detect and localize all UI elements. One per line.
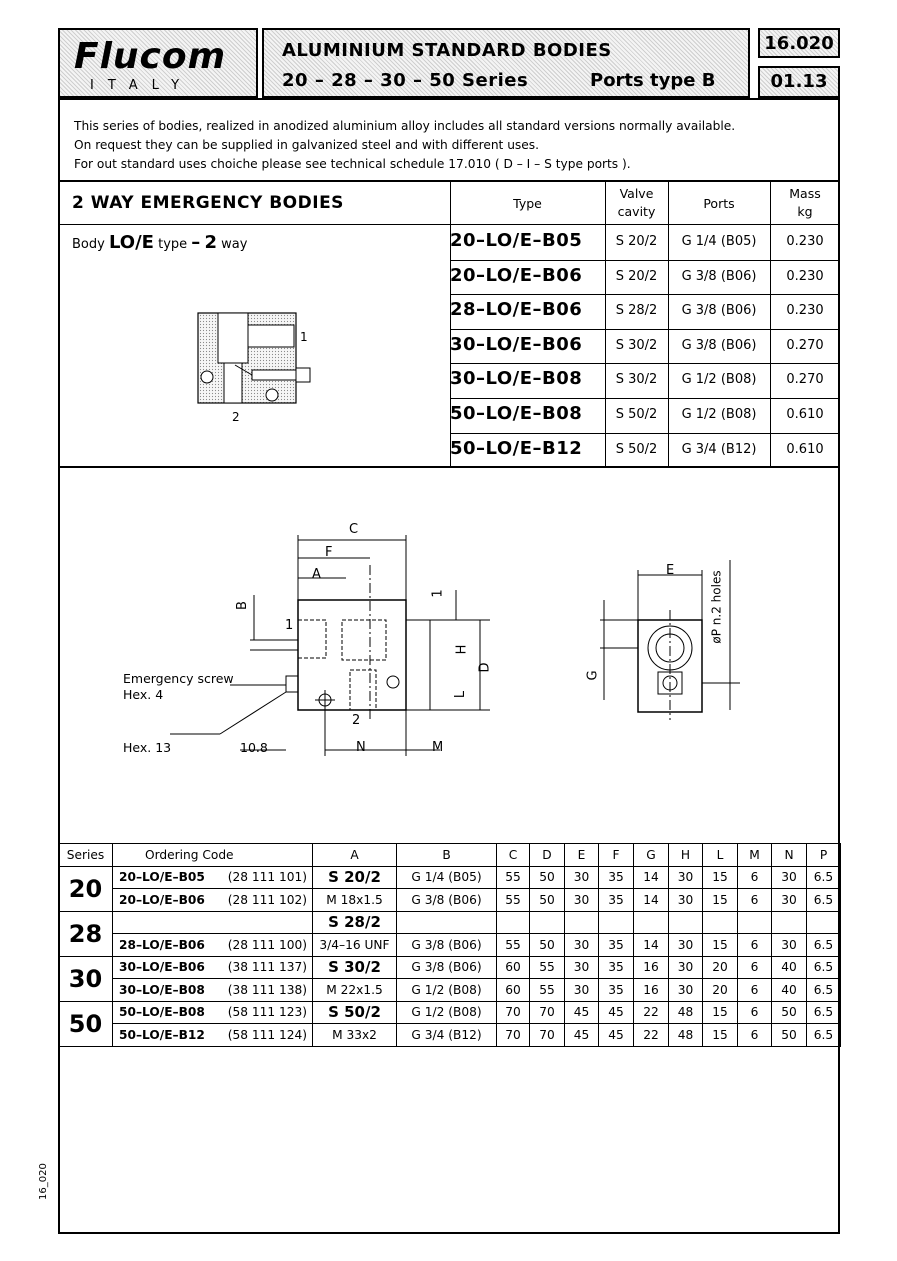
column-header: L bbox=[703, 844, 738, 867]
section-title: 2 WAY EMERGENCY BODIES bbox=[72, 193, 344, 213]
valve-cavity: S 50/2 bbox=[615, 441, 658, 457]
dim-h: H bbox=[454, 644, 470, 655]
dim-value-cell: 6.5 bbox=[807, 956, 841, 979]
dim-value-cell: 35 bbox=[599, 979, 634, 1002]
dim-value-cell: 48 bbox=[669, 1001, 703, 1024]
dim-a-cell: S 50/2 bbox=[313, 1001, 397, 1024]
type-code: 20–LO/E–B06 bbox=[450, 264, 583, 286]
table-row bbox=[59, 1024, 841, 1047]
logo-box bbox=[58, 28, 258, 98]
emergency-hex-label: Hex. 4 bbox=[123, 687, 164, 702]
dim-value-cell: 6.5 bbox=[807, 1001, 841, 1024]
col-valve: Valve bbox=[619, 186, 654, 201]
ordering-code-cell bbox=[113, 956, 313, 979]
divider bbox=[450, 433, 840, 434]
ordering-code: 30–LO/E–B06 bbox=[119, 960, 205, 975]
ports-value: G 3/8 (B06) bbox=[681, 303, 757, 319]
dim-value-cell: 6 bbox=[738, 979, 772, 1002]
dim-value-cell: 45 bbox=[565, 1001, 599, 1024]
divider bbox=[450, 363, 840, 364]
brand-logo: Flucom bbox=[74, 36, 227, 77]
dim-value-cell: 50 bbox=[530, 889, 565, 912]
dim-value-cell bbox=[530, 911, 565, 934]
dim-n: N bbox=[356, 740, 366, 755]
dim-a: A bbox=[312, 567, 321, 582]
dim-value-cell: 14 bbox=[634, 934, 669, 957]
dim-value-cell: 30 bbox=[669, 866, 703, 889]
dim-a-cell: 3/4–16 UNF bbox=[313, 934, 397, 957]
technical-drawing bbox=[110, 520, 760, 770]
hex13-label: Hex. 13 bbox=[123, 740, 172, 755]
col-mass-unit: kg bbox=[797, 204, 813, 219]
dim-m: M bbox=[432, 740, 444, 755]
dim-value-cell: 50 bbox=[772, 1024, 807, 1047]
dim-value-cell: 6.5 bbox=[807, 934, 841, 957]
dim-value-cell bbox=[738, 911, 772, 934]
dim-value-cell: 30 bbox=[669, 979, 703, 1002]
dim-value-cell: 55 bbox=[530, 956, 565, 979]
dim-value-cell: 15 bbox=[703, 1024, 738, 1047]
intro-text bbox=[74, 117, 735, 174]
dim-value-cell: 55 bbox=[497, 934, 530, 957]
ordering-code-cell bbox=[113, 934, 313, 957]
dim-b-cell: G 1/4 (B05) bbox=[397, 866, 497, 889]
dim-value-cell: 30 bbox=[772, 866, 807, 889]
ordering-code: 50–LO/E–B08 bbox=[119, 1005, 205, 1020]
table-header-row bbox=[59, 844, 841, 867]
symbol-port-2: 2 bbox=[232, 410, 240, 424]
dim-value-cell: 16 bbox=[634, 956, 669, 979]
divider bbox=[58, 466, 840, 468]
dim-f: F bbox=[325, 545, 333, 560]
column-header: B bbox=[397, 844, 497, 867]
column-header: D bbox=[530, 844, 565, 867]
dim-value-cell bbox=[703, 911, 738, 934]
drawing-port-2: 2 bbox=[352, 713, 361, 728]
series-cell: 30 bbox=[59, 956, 113, 1001]
type-code: 50–LO/E–B12 bbox=[450, 437, 583, 459]
body-dash: – bbox=[191, 232, 201, 253]
dim-e: E bbox=[666, 563, 675, 578]
divider bbox=[450, 294, 840, 295]
dim-value-cell: 6 bbox=[738, 934, 772, 957]
table-row bbox=[59, 956, 841, 979]
ports-type: Ports type B bbox=[590, 70, 716, 91]
dim-value-cell: 30 bbox=[669, 934, 703, 957]
dim-value-cell: 22 bbox=[634, 1001, 669, 1024]
type-code: 50–LO/E–B08 bbox=[450, 403, 583, 424]
column-header: N bbox=[772, 844, 807, 867]
body-suffix: way bbox=[221, 237, 248, 252]
dim-value-cell: 35 bbox=[599, 934, 634, 957]
doc-code: 16.020 bbox=[764, 33, 834, 54]
dim-value-cell: 6.5 bbox=[807, 979, 841, 1002]
dim-value-cell: 30 bbox=[565, 889, 599, 912]
ordering-code: 30–LO/E–B08 bbox=[119, 982, 205, 997]
page-title: ALUMINIUM STANDARD BODIES bbox=[282, 40, 612, 61]
dim-value-cell: 50 bbox=[772, 1001, 807, 1024]
column-header: C bbox=[497, 844, 530, 867]
dim-value-cell: 40 bbox=[772, 979, 807, 1002]
divider bbox=[450, 181, 451, 467]
dim-d: D bbox=[477, 662, 493, 673]
column-header: Series bbox=[59, 844, 113, 867]
mass-value: 0.270 bbox=[786, 372, 824, 388]
dim-b: B bbox=[234, 601, 250, 610]
valve-symbol bbox=[190, 305, 330, 430]
dim-b-cell: G 3/8 (B06) bbox=[397, 934, 497, 957]
intro-line: This series of bodies, realized in anodized aluminium alloy includes all standard versions normally available. bbox=[74, 119, 736, 133]
dim-value-cell: 20 bbox=[703, 979, 738, 1002]
dim-b-cell: G 3/4 (B12) bbox=[397, 1024, 497, 1047]
dim-value-cell: 45 bbox=[565, 1024, 599, 1047]
dim-10-8: 10.8 bbox=[240, 740, 268, 755]
dim-value-cell: 45 bbox=[599, 1001, 634, 1024]
dim-a-cell: S 20/2 bbox=[313, 866, 397, 889]
dim-value-cell: 30 bbox=[565, 956, 599, 979]
dim-value-cell: 30 bbox=[669, 956, 703, 979]
mass-value: 0.230 bbox=[786, 303, 824, 319]
dim-value-cell: 70 bbox=[530, 1001, 565, 1024]
dim-value-cell: 48 bbox=[669, 1024, 703, 1047]
col-type: Type bbox=[513, 196, 542, 211]
dim-b-cell: G 3/8 (B06) bbox=[397, 889, 497, 912]
ordering-number: (38 111 137) bbox=[227, 960, 307, 975]
table-row bbox=[59, 889, 841, 912]
dim-value-cell: 30 bbox=[772, 934, 807, 957]
dim-value-cell: 6 bbox=[738, 956, 772, 979]
doc-date-box bbox=[758, 66, 840, 98]
dim-g: G bbox=[585, 670, 601, 681]
dim-value-cell: 6.5 bbox=[807, 866, 841, 889]
dim-b-cell: G 3/8 (B06) bbox=[397, 956, 497, 979]
dim-value-cell bbox=[565, 911, 599, 934]
drawing-port-1: 1 bbox=[285, 618, 294, 633]
dim-value-cell: 14 bbox=[634, 866, 669, 889]
dim-value-cell: 70 bbox=[497, 1024, 530, 1047]
valve-cavity: S 30/2 bbox=[615, 372, 658, 388]
dim-value-cell bbox=[669, 911, 703, 934]
dim-value-cell bbox=[634, 911, 669, 934]
divider bbox=[58, 224, 840, 225]
ordering-code: 20–LO/E–B05 bbox=[119, 870, 205, 885]
dim-a-cell: S 28/2 bbox=[313, 911, 397, 934]
column-header: P bbox=[807, 844, 841, 867]
dim-value-cell: 30 bbox=[669, 889, 703, 912]
emergency-screw-label: Emergency screw bbox=[123, 671, 234, 686]
table-row bbox=[59, 934, 841, 957]
ordering-code-cell bbox=[113, 911, 313, 934]
dim-p-holes: øP n.2 holes bbox=[709, 570, 724, 644]
dim-value-cell: 50 bbox=[530, 934, 565, 957]
ordering-code-cell bbox=[113, 979, 313, 1002]
mass-value: 0.610 bbox=[786, 407, 824, 422]
column-header: Ordering Code bbox=[113, 844, 313, 867]
divider bbox=[668, 181, 669, 467]
type-code: 30–LO/E–B08 bbox=[450, 368, 583, 390]
ports-value: G 1/4 (B05) bbox=[681, 234, 757, 249]
intro-line: On request they can be supplied in galvanized steel and with different uses. bbox=[74, 138, 540, 152]
column-header: H bbox=[669, 844, 703, 867]
dim-b-cell: G 1/2 (B08) bbox=[397, 979, 497, 1002]
ordering-code-cell bbox=[113, 1001, 313, 1024]
type-code: 20–LO/E–B05 bbox=[450, 230, 583, 251]
ordering-code: 28–LO/E–B06 bbox=[119, 937, 205, 952]
table-row bbox=[59, 911, 841, 934]
dim-value-cell: 60 bbox=[497, 979, 530, 1002]
divider bbox=[58, 180, 840, 182]
dim-value-cell: 20 bbox=[703, 956, 738, 979]
dim-value-cell: 16 bbox=[634, 979, 669, 1002]
symbol-port-1: 1 bbox=[300, 330, 308, 344]
dim-value-cell bbox=[772, 911, 807, 934]
ordering-number: (38 111 138) bbox=[227, 982, 307, 997]
ordering-code-cell bbox=[113, 889, 313, 912]
col-cavity: cavity bbox=[617, 204, 656, 219]
ports-value: G 3/8 (B06) bbox=[681, 268, 757, 284]
col-ports: Ports bbox=[703, 196, 735, 211]
body-type: LO/E bbox=[108, 232, 154, 253]
dim-value-cell: 35 bbox=[599, 866, 634, 889]
divider bbox=[450, 398, 840, 399]
series-cell: 50 bbox=[59, 1001, 113, 1046]
ordering-code: 50–LO/E–B12 bbox=[119, 1027, 205, 1042]
type-code: 30–LO/E–B06 bbox=[450, 333, 583, 355]
dim-value-cell bbox=[807, 911, 841, 934]
ordering-number: (58 111 124) bbox=[227, 1027, 307, 1042]
dim-value-cell: 6 bbox=[738, 889, 772, 912]
ports-value: G 3/8 (B06) bbox=[681, 337, 757, 353]
dim-value-cell: 6.5 bbox=[807, 1024, 841, 1047]
dim-value-cell: 55 bbox=[497, 889, 530, 912]
series-cell: 28 bbox=[59, 911, 113, 956]
dim-value-cell: 60 bbox=[497, 956, 530, 979]
divider bbox=[770, 181, 771, 467]
dim-value-cell: 30 bbox=[772, 889, 807, 912]
dim-value-cell: 6 bbox=[738, 866, 772, 889]
ordering-number: (28 111 102) bbox=[227, 892, 307, 907]
mass-value: 0.270 bbox=[786, 337, 824, 353]
dim-value-cell: 30 bbox=[565, 979, 599, 1002]
series-cell: 20 bbox=[59, 866, 113, 911]
ordering-number: (58 111 123) bbox=[227, 1005, 307, 1020]
dim-value-cell: 15 bbox=[703, 889, 738, 912]
type-code: 28–LO/E–B06 bbox=[450, 299, 583, 321]
dim-value-cell: 50 bbox=[530, 866, 565, 889]
dim-value-cell: 30 bbox=[565, 866, 599, 889]
dim-value-cell: 15 bbox=[703, 866, 738, 889]
dim-a-cell: M 22x1.5 bbox=[313, 979, 397, 1002]
divider bbox=[450, 329, 840, 330]
body-mid: type bbox=[158, 237, 188, 252]
dim-l: L bbox=[453, 690, 469, 699]
dim-value-cell: 15 bbox=[703, 1001, 738, 1024]
dim-value-cell: 55 bbox=[497, 866, 530, 889]
dim-value-cell: 6 bbox=[738, 1024, 772, 1047]
dim-value-cell: 35 bbox=[599, 889, 634, 912]
dim-value-cell: 6.5 bbox=[807, 889, 841, 912]
dim-value-cell bbox=[599, 911, 634, 934]
body-caption bbox=[72, 232, 247, 253]
ordering-code-cell bbox=[113, 1024, 313, 1047]
dim-value-cell bbox=[497, 911, 530, 934]
dim-value-cell: 30 bbox=[565, 934, 599, 957]
table-row bbox=[59, 866, 841, 889]
column-header: E bbox=[565, 844, 599, 867]
column-header: M bbox=[738, 844, 772, 867]
ports-value: G 1/2 (B08) bbox=[681, 407, 757, 422]
dim-value-cell: 40 bbox=[772, 956, 807, 979]
intro-line: For out standard uses choiche please see technical schedule 17.010 ( D – I – S type ports ). bbox=[74, 157, 631, 171]
table-row bbox=[59, 979, 841, 1002]
dim-value-cell: 70 bbox=[530, 1024, 565, 1047]
ports-value: G 1/2 (B08) bbox=[681, 372, 757, 388]
valve-cavity: S 30/2 bbox=[615, 337, 658, 353]
brand-subtitle: ITALY bbox=[90, 78, 194, 93]
dim-a-cell: M 33x2 bbox=[313, 1024, 397, 1047]
doc-code-box bbox=[758, 28, 840, 58]
column-header: G bbox=[634, 844, 669, 867]
mass-value: 0.610 bbox=[786, 441, 824, 457]
dim-value-cell: 22 bbox=[634, 1024, 669, 1047]
table-body bbox=[59, 866, 841, 1046]
doc-date: 01.13 bbox=[770, 71, 828, 92]
dim-value-cell: 55 bbox=[530, 979, 565, 1002]
ordering-code: 20–LO/E–B06 bbox=[119, 892, 205, 907]
divider bbox=[450, 260, 840, 261]
col-mass: Mass bbox=[789, 186, 821, 201]
valve-cavity: S 50/2 bbox=[615, 407, 658, 422]
dim-b-cell bbox=[397, 911, 497, 934]
mass-value: 0.230 bbox=[786, 268, 824, 284]
ordering-number: (28 111 100) bbox=[227, 937, 307, 952]
dim-a-cell: M 18x1.5 bbox=[313, 889, 397, 912]
ordering-code-cell bbox=[113, 866, 313, 889]
drawing-label-1v: 1 bbox=[430, 589, 446, 598]
mass-value: 0.230 bbox=[786, 234, 824, 249]
dim-value-cell: 14 bbox=[634, 889, 669, 912]
side-code: 16_020 bbox=[38, 1163, 49, 1200]
page-subtitle: 20 – 28 – 30 – 50 Series bbox=[282, 70, 529, 91]
dim-value-cell: 45 bbox=[599, 1024, 634, 1047]
body-prefix: Body bbox=[72, 237, 105, 252]
ports-value: G 3/4 (B12) bbox=[681, 441, 757, 457]
valve-cavity: S 20/2 bbox=[615, 234, 658, 249]
divider bbox=[605, 181, 606, 467]
table-row bbox=[59, 1001, 841, 1024]
column-header: F bbox=[599, 844, 634, 867]
ordering-number: (28 111 101) bbox=[227, 870, 307, 885]
dim-value-cell: 6 bbox=[738, 1001, 772, 1024]
column-header: A bbox=[313, 844, 397, 867]
dim-value-cell: 35 bbox=[599, 956, 634, 979]
body-num: 2 bbox=[204, 232, 217, 253]
dim-b-cell: G 1/2 (B08) bbox=[397, 1001, 497, 1024]
dimensions-table bbox=[58, 843, 841, 1047]
title-box bbox=[262, 28, 750, 98]
dim-value-cell: 15 bbox=[703, 934, 738, 957]
dim-value-cell: 70 bbox=[497, 1001, 530, 1024]
dim-a-cell: S 30/2 bbox=[313, 956, 397, 979]
valve-cavity: S 20/2 bbox=[615, 268, 658, 284]
dim-c: C bbox=[349, 522, 359, 537]
valve-cavity: S 28/2 bbox=[615, 303, 658, 319]
